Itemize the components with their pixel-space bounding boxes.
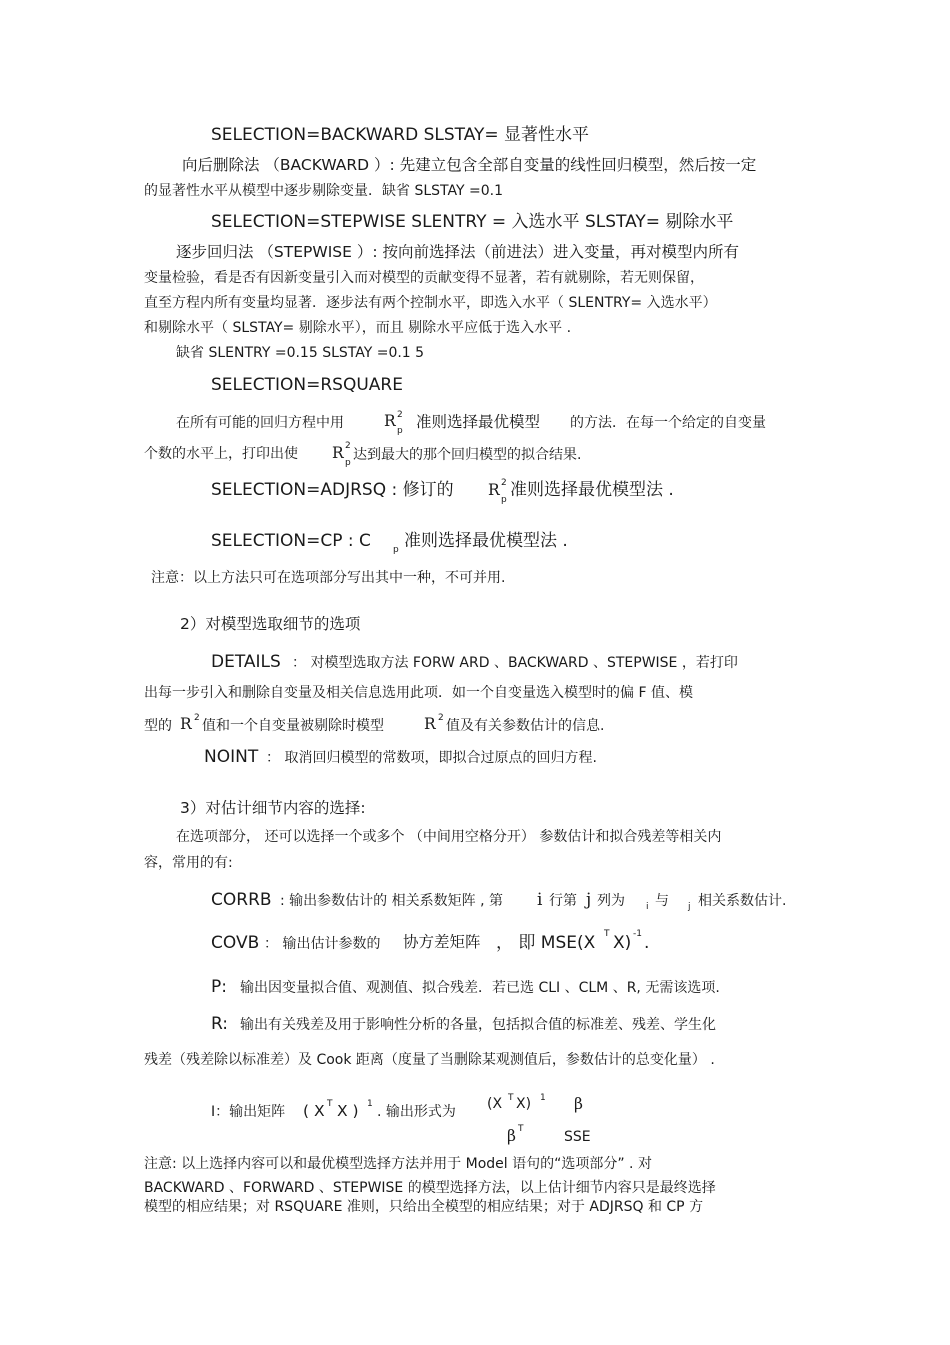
i-output-sup-t: T (508, 1093, 514, 1103)
covb-description-b: 协方差矩阵 (403, 933, 481, 951)
corrb-description-d: 与 (655, 893, 669, 909)
i-matrix-close: X ) (337, 1102, 359, 1120)
rp-squared-sup-2: 2 (345, 441, 351, 451)
r-squared-symbol-2: R (424, 715, 436, 733)
rp-squared-symbol-2: R (332, 444, 344, 462)
details-description-line-3b: 值和一个自变量被剔除时模型 (202, 718, 384, 734)
rp-squared-symbol-3: R (488, 481, 500, 499)
selection-note: 注意：以上方法只可在选项部分写出其中一种，不可并用. (151, 570, 506, 586)
stepwise-option-line: SELECTION=STEPWISE SLENTRY = 入选水平 SLSTAY= 剔除水平 (211, 212, 734, 232)
covb-description-c: ， 即 MSE(X (496, 933, 596, 953)
stepwise-description-line-1: 逐步回归法 （STEPWISE ）: 按向前选择法（前进法）进入变量，再对模型内所有 (176, 243, 739, 261)
covb-keyword: COVB (211, 933, 260, 953)
i-matrix-sup-inverse: 1 (367, 1099, 373, 1109)
covb-sup-inverse: -1 (633, 929, 642, 939)
final-note-line-1: 注意: 以上选择内容可以和最优模型选择方法并用于 Model 语句的“选项部分” . 对 (144, 1156, 652, 1172)
stepwise-description-line-4: 和剔除水平（ SLSTAY= 剔除水平），而且 剔除水平应低于选入水平 . (144, 320, 572, 336)
rp-squared-sub-2: p (345, 458, 351, 468)
corrb-sub-j: j (688, 902, 691, 912)
stepwise-description-line-3: 直至方程内所有变量均显著．逐步法有两个控制水平，即选入水平（ SLENTRY= 入选水平） (144, 295, 717, 311)
rp-squared-sub: p (397, 426, 403, 436)
cp-option-line-b: 准则选择最优模型法 . (404, 531, 568, 551)
rsquare-option-line: SELECTION=RSQUARE (211, 375, 403, 395)
estimation-intro-line-1: 在选项部分， 还可以选择一个或多个 （中间用空格分开） 参数估计和拟合残差等相关内 (176, 829, 722, 845)
backward-description-line-1: 向后删除法 （BACKWARD ）: 先建立包含全部自变量的线性回归模型，然后按一定 (182, 156, 757, 174)
rp-squared-sup-3: 2 (501, 478, 507, 488)
cp-sub: p (393, 545, 399, 555)
stepwise-description-line-2: 变量检验，看是否有因新变量引入而对模型的贡献变得不显著，若有就剔除，若无则保留， (144, 270, 704, 286)
rsquare-description-line-2a: 个数的水平上，打印出使 (144, 446, 298, 462)
i-output-beta: β (574, 1095, 583, 1113)
i-matrix-open: ( X (303, 1102, 325, 1120)
rsquare-description-line-2b: 达到最大的那个回归模型的拟合结果. (353, 447, 582, 463)
details-keyword: DETAILS (211, 652, 281, 672)
i-output-matrix-open: (X (487, 1096, 503, 1112)
details-description-line-3a: 型的 (144, 718, 172, 734)
rp-squared-sub-3: p (501, 495, 507, 505)
i-output-sse: SSE (564, 1129, 591, 1145)
backward-option-line: SELECTION=BACKWARD SLSTAY= 显著性水平 (211, 125, 590, 145)
covb-description-d: X) (613, 933, 632, 953)
r-description-line-2: 残差（残差除以标准差）及 Cook 距离（度量了当删除某观测值后，参数估计的总变化量） . (144, 1052, 715, 1068)
rp-squared-sup: 2 (397, 410, 403, 420)
corrb-description-a: : 输出参数估计的 相关系数矩阵 , 第 (280, 893, 503, 909)
details-description-line-1: ： 对模型选取方法 FORW ARD 、BACKWARD 、STEPWISE ，若打印 (292, 655, 738, 671)
noint-keyword: NOINT (204, 747, 259, 767)
corrb-description-e: 相关系数估计. (698, 893, 787, 909)
r-keyword: R: (211, 1014, 229, 1034)
details-description-line-3c: 值及有关参数估计的信息. (446, 718, 605, 734)
rsquare-description-line-1a: 在所有可能的回归方程中用 (176, 415, 344, 431)
corrb-j: j (586, 890, 592, 910)
i-description-a: I：输出矩阵 (211, 1104, 286, 1120)
adjrsq-option-line-a: SELECTION=ADJRSQ : 修订的 (211, 480, 454, 500)
corrb-sub-i: i (646, 902, 649, 912)
i-output-beta-transpose: β (507, 1127, 516, 1145)
corrb-description-b: 行第 (549, 893, 577, 909)
corrb-i: i (537, 890, 543, 910)
stepwise-default-line: 缺省 SLENTRY =0.15 SLSTAY =0.1 5 (176, 345, 425, 361)
i-output-sup-inverse: 1 (540, 1093, 546, 1103)
r-squared-sup-2: 2 (438, 713, 444, 723)
final-note-line-3: 模型的相应结果；对 RSQUARE 准则，只给出全模型的相应结果；对于 ADJRSQ 和 CP 方 (144, 1199, 704, 1215)
i-output-beta-sup-t: T (518, 1124, 524, 1134)
cp-option-line-a: SELECTION=CP : C (211, 531, 371, 551)
i-description-b: . 输出形式为 (377, 1104, 456, 1120)
p-description: 输出因变量拟合值、观测值、拟合残差．若已选 CLI 、CLM 、R, 无需该选项. (240, 980, 720, 996)
adjrsq-option-line-b: 准则选择最优模型法 . (510, 480, 674, 500)
i-output-matrix-close: X) (516, 1096, 532, 1112)
backward-description-line-2: 的显著性水平从模型中逐步剔除变量．缺省 SLSTAY =0.1 (144, 183, 503, 199)
estimation-intro-line-2: 容，常用的有: (144, 855, 233, 871)
i-matrix-sup-t: T (327, 1099, 333, 1109)
covb-description-a: ： 输出估计参数的 (264, 936, 381, 952)
corrb-keyword: CORRB (211, 890, 272, 910)
r-description-line-1: 输出有关残差及用于影响性分析的各量，包括拟合值的标准差、残差、学生化 (240, 1017, 716, 1033)
rsquare-description-line-1c: 的方法．在每一个给定的自变量 (570, 415, 766, 431)
corrb-description-c: 列为 (597, 893, 625, 909)
covb-description-e: . (644, 933, 650, 953)
noint-description: ： 取消回归模型的常数项，即拟合过原点的回归方程. (266, 750, 597, 766)
rp-squared-symbol: R (384, 412, 396, 430)
rsquare-criterion-text: 准则选择最优模型 (416, 413, 541, 431)
section-heading-2: 2）对模型选取细节的选项 (180, 615, 361, 633)
r-squared-sup: 2 (194, 713, 200, 723)
p-keyword: P: (211, 977, 227, 997)
r-squared-symbol: R (180, 715, 192, 733)
covb-sup-t: T (604, 929, 610, 939)
section-heading-3: 3）对估计细节内容的选择: (180, 799, 366, 817)
details-description-line-2: 出每一步引入和删除自变量及相关信息选用此项．如一个自变量选入模型时的偏 F 值、模 (144, 685, 693, 701)
final-note-line-2: BACKWARD 、FORWARD 、STEPWISE 的模型选择方法，以上估计细节内容只是最终选择 (144, 1180, 716, 1196)
